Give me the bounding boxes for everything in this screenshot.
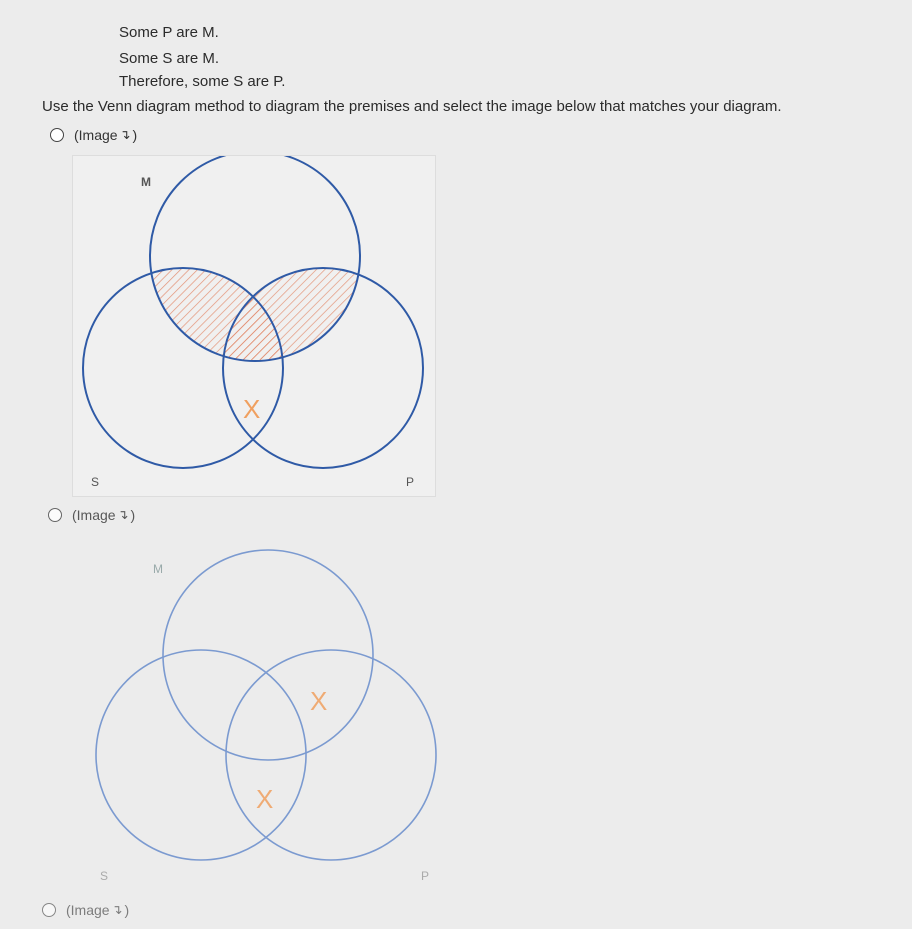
label-s: S — [100, 869, 109, 883]
image-toggle-3[interactable] — [66, 902, 129, 918]
x-mark: X — [256, 784, 274, 814]
answer-option-1[interactable] — [50, 127, 137, 143]
hatched-shading — [83, 268, 423, 468]
radio-option-2[interactable] — [48, 508, 62, 522]
label-m: M — [153, 562, 163, 576]
circle-s — [96, 650, 306, 860]
expand-arrow-icon: ↴ — [119, 127, 131, 142]
circle-m — [163, 550, 373, 760]
image-label: (Image — [72, 507, 116, 523]
premise-2: Some S are M. — [119, 50, 220, 67]
venn-diagram-option-1 — [72, 155, 436, 497]
image-label: (Image — [74, 127, 118, 143]
venn-diagram-option-2 — [88, 540, 448, 890]
premise-1: Some P are M. — [119, 24, 219, 41]
image-toggle-1[interactable] — [74, 127, 137, 143]
conclusion: Therefore, some S are P. — [119, 73, 286, 90]
label-p: P — [421, 869, 430, 883]
paren-close: ) — [132, 127, 138, 143]
circle-p — [226, 650, 436, 860]
answer-option-3[interactable] — [42, 902, 129, 918]
label-m: M — [141, 175, 151, 189]
radio-option-1[interactable] — [50, 128, 64, 142]
paren-close: ) — [130, 507, 136, 523]
image-label: (Image — [66, 902, 110, 918]
instruction-text: Use the Venn diagram method to diagram the premises and select the image below that matches your diagram. — [42, 98, 782, 115]
label-s: S — [91, 475, 100, 489]
label-p: P — [406, 475, 415, 489]
answer-option-2[interactable] — [48, 507, 135, 523]
expand-arrow-icon: ↴ — [111, 902, 123, 917]
image-toggle-2[interactable] — [72, 507, 135, 523]
x-mark: X — [243, 394, 261, 424]
radio-option-3[interactable] — [42, 903, 56, 917]
x-mark: X — [310, 686, 328, 716]
expand-arrow-icon: ↴ — [117, 507, 129, 522]
paren-close: ) — [124, 902, 130, 918]
